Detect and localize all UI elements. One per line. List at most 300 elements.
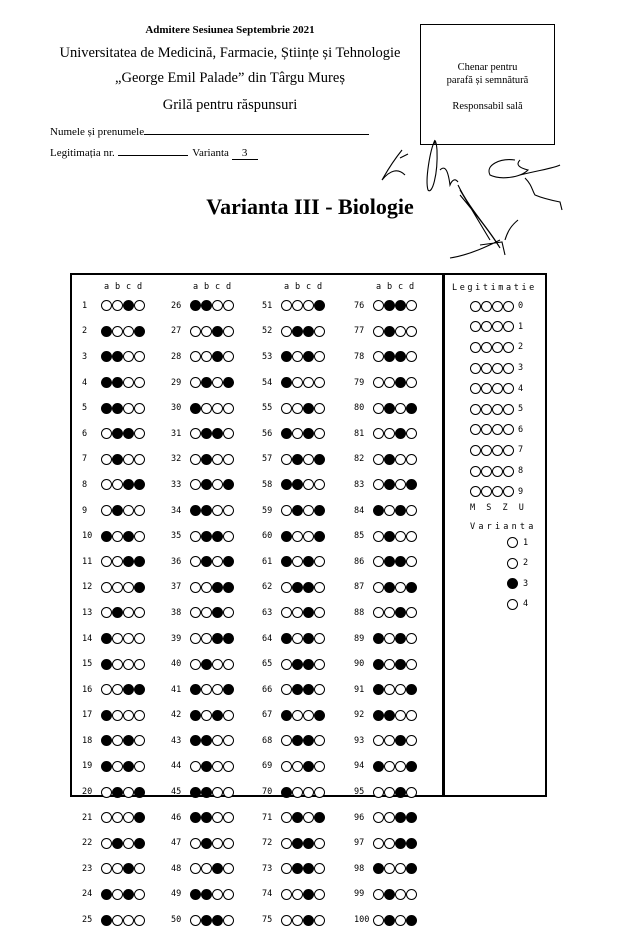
answer-bubble-b[interactable] [201, 889, 212, 900]
legitimatie-bubble[interactable] [492, 383, 503, 394]
answer-bubble-b[interactable] [201, 710, 212, 721]
answer-bubble-b[interactable] [201, 505, 212, 516]
answer-bubble-b[interactable] [292, 915, 303, 926]
answer-bubble-a[interactable] [281, 403, 292, 414]
answer-bubble-c[interactable] [395, 659, 406, 670]
answer-bubble-a[interactable] [101, 812, 112, 823]
answer-bubble-c[interactable] [303, 454, 314, 465]
variant-bubble[interactable] [507, 558, 518, 569]
legitimatie-bubble[interactable] [470, 466, 481, 477]
answer-bubble-a[interactable] [101, 403, 112, 414]
answer-bubble-a[interactable] [373, 582, 384, 593]
answer-bubble-a[interactable] [190, 761, 201, 772]
answer-bubble-d[interactable] [223, 505, 234, 516]
answer-bubble-a[interactable] [281, 812, 292, 823]
answer-bubble-a[interactable] [101, 735, 112, 746]
answer-bubble-c[interactable] [303, 479, 314, 490]
variant-option[interactable] [507, 558, 528, 569]
answer-bubble-b[interactable] [292, 531, 303, 542]
answer-bubble-d[interactable] [223, 659, 234, 670]
answer-bubble-c[interactable] [123, 351, 134, 362]
answer-bubble-b[interactable] [112, 479, 123, 490]
answer-bubble-d[interactable] [134, 684, 145, 695]
answer-bubble-b[interactable] [112, 863, 123, 874]
answer-bubble-d[interactable] [314, 710, 325, 721]
answer-bubble-a[interactable] [373, 454, 384, 465]
answer-bubble-a[interactable] [281, 582, 292, 593]
answer-bubble-c[interactable] [303, 531, 314, 542]
answer-bubble-a[interactable] [281, 326, 292, 337]
answer-bubble-b[interactable] [384, 428, 395, 439]
answer-bubble-c[interactable] [395, 556, 406, 567]
answer-bubble-b[interactable] [112, 377, 123, 388]
answer-bubble-c[interactable] [123, 787, 134, 798]
answer-bubble-d[interactable] [314, 812, 325, 823]
answer-bubble-a[interactable] [281, 863, 292, 874]
answer-bubble-a[interactable] [373, 326, 384, 337]
answer-bubble-b[interactable] [112, 633, 123, 644]
answer-bubble-a[interactable] [281, 531, 292, 542]
answer-bubble-a[interactable] [190, 633, 201, 644]
answer-bubble-b[interactable] [112, 735, 123, 746]
answer-bubble-c[interactable] [212, 300, 223, 311]
answer-bubble-c[interactable] [123, 377, 134, 388]
answer-bubble-b[interactable] [292, 428, 303, 439]
answer-bubble-a[interactable] [101, 838, 112, 849]
legitimatie-bubble[interactable] [481, 301, 492, 312]
answer-bubble-a[interactable] [190, 351, 201, 362]
answer-bubble-b[interactable] [112, 889, 123, 900]
answer-bubble-c[interactable] [212, 326, 223, 337]
legitimatie-bubble[interactable] [492, 466, 503, 477]
answer-bubble-d[interactable] [314, 479, 325, 490]
answer-bubble-c[interactable] [123, 607, 134, 618]
answer-bubble-a[interactable] [190, 505, 201, 516]
answer-bubble-b[interactable] [292, 863, 303, 874]
answer-bubble-b[interactable] [384, 607, 395, 618]
legitimatie-bubble[interactable] [481, 466, 492, 477]
answer-bubble-d[interactable] [223, 377, 234, 388]
answer-bubble-c[interactable] [123, 403, 134, 414]
answer-bubble-a[interactable] [281, 633, 292, 644]
answer-bubble-a[interactable] [373, 300, 384, 311]
answer-bubble-c[interactable] [395, 479, 406, 490]
answer-bubble-c[interactable] [395, 684, 406, 695]
answer-bubble-b[interactable] [201, 582, 212, 593]
answer-bubble-c[interactable] [395, 505, 406, 516]
legitimatie-bubble[interactable] [470, 424, 481, 435]
answer-bubble-a[interactable] [373, 377, 384, 388]
answer-bubble-c[interactable] [303, 300, 314, 311]
answer-bubble-c[interactable] [395, 531, 406, 542]
answer-bubble-a[interactable] [101, 531, 112, 542]
answer-bubble-c[interactable] [395, 300, 406, 311]
answer-bubble-b[interactable] [384, 454, 395, 465]
answer-bubble-b[interactable] [292, 403, 303, 414]
answer-bubble-d[interactable] [406, 582, 417, 593]
answer-bubble-b[interactable] [201, 761, 212, 772]
answer-bubble-a[interactable] [101, 684, 112, 695]
answer-bubble-d[interactable] [406, 761, 417, 772]
answer-bubble-d[interactable] [314, 838, 325, 849]
answer-bubble-d[interactable] [134, 505, 145, 516]
variant-field[interactable]: 3 [232, 148, 258, 160]
answer-bubble-a[interactable] [281, 351, 292, 362]
answer-bubble-a[interactable] [190, 863, 201, 874]
answer-bubble-c[interactable] [212, 377, 223, 388]
answer-bubble-c[interactable] [212, 838, 223, 849]
answer-bubble-b[interactable] [384, 582, 395, 593]
answer-bubble-a[interactable] [281, 838, 292, 849]
answer-bubble-d[interactable] [134, 300, 145, 311]
answer-bubble-d[interactable] [223, 556, 234, 567]
legitimatie-bubble[interactable] [481, 404, 492, 415]
answer-bubble-d[interactable] [314, 428, 325, 439]
answer-bubble-c[interactable] [303, 812, 314, 823]
answer-bubble-d[interactable] [406, 454, 417, 465]
answer-bubble-c[interactable] [395, 710, 406, 721]
legitimatie-bubble[interactable] [503, 445, 514, 456]
answer-bubble-c[interactable] [212, 863, 223, 874]
variant-bubble[interactable] [507, 537, 518, 548]
answer-bubble-a[interactable] [101, 479, 112, 490]
answer-bubble-c[interactable] [395, 326, 406, 337]
answer-bubble-b[interactable] [112, 915, 123, 926]
answer-bubble-d[interactable] [406, 556, 417, 567]
answer-bubble-d[interactable] [134, 761, 145, 772]
answer-bubble-b[interactable] [112, 607, 123, 618]
answer-bubble-a[interactable] [281, 915, 292, 926]
answer-bubble-b[interactable] [201, 326, 212, 337]
answer-bubble-d[interactable] [134, 812, 145, 823]
answer-bubble-d[interactable] [406, 479, 417, 490]
answer-bubble-c[interactable] [395, 377, 406, 388]
answer-bubble-b[interactable] [292, 607, 303, 618]
answer-bubble-b[interactable] [384, 505, 395, 516]
answer-bubble-a[interactable] [190, 403, 201, 414]
answer-bubble-a[interactable] [281, 377, 292, 388]
answer-bubble-a[interactable] [190, 710, 201, 721]
answer-bubble-b[interactable] [384, 659, 395, 670]
variant-option[interactable] [507, 578, 528, 589]
legitimatie-bubble[interactable] [470, 486, 481, 497]
answer-bubble-d[interactable] [314, 863, 325, 874]
answer-bubble-c[interactable] [303, 607, 314, 618]
answer-bubble-d[interactable] [406, 915, 417, 926]
answer-bubble-b[interactable] [292, 761, 303, 772]
answer-bubble-b[interactable] [112, 531, 123, 542]
answer-bubble-c[interactable] [123, 428, 134, 439]
answer-bubble-d[interactable] [134, 377, 145, 388]
answer-bubble-d[interactable] [314, 505, 325, 516]
answer-bubble-c[interactable] [212, 531, 223, 542]
answer-bubble-a[interactable] [373, 812, 384, 823]
answer-bubble-b[interactable] [112, 838, 123, 849]
answer-bubble-d[interactable] [223, 838, 234, 849]
legitimatie-bubble[interactable] [470, 342, 481, 353]
answer-bubble-d[interactable] [406, 531, 417, 542]
answer-bubble-d[interactable] [134, 710, 145, 721]
answer-bubble-b[interactable] [384, 761, 395, 772]
answer-bubble-b[interactable] [112, 710, 123, 721]
answer-bubble-d[interactable] [314, 326, 325, 337]
answer-bubble-b[interactable] [201, 812, 212, 823]
answer-bubble-c[interactable] [303, 403, 314, 414]
answer-bubble-a[interactable] [373, 735, 384, 746]
legitimatie-bubble[interactable] [503, 466, 514, 477]
answer-bubble-d[interactable] [134, 838, 145, 849]
answer-bubble-c[interactable] [395, 428, 406, 439]
answer-bubble-a[interactable] [373, 710, 384, 721]
answer-bubble-c[interactable] [123, 659, 134, 670]
legitimatie-bubble[interactable] [492, 342, 503, 353]
answer-bubble-b[interactable] [384, 326, 395, 337]
legitimatie-bubble[interactable] [492, 486, 503, 497]
answer-bubble-d[interactable] [314, 351, 325, 362]
legitimatie-bubble[interactable] [481, 445, 492, 456]
answer-bubble-b[interactable] [201, 377, 212, 388]
answer-bubble-a[interactable] [101, 659, 112, 670]
answer-bubble-a[interactable] [373, 351, 384, 362]
answer-bubble-b[interactable] [292, 838, 303, 849]
answer-bubble-b[interactable] [384, 735, 395, 746]
answer-bubble-c[interactable] [123, 326, 134, 337]
answer-bubble-b[interactable] [384, 556, 395, 567]
answer-bubble-d[interactable] [223, 351, 234, 362]
answer-bubble-c[interactable] [395, 735, 406, 746]
answer-bubble-a[interactable] [190, 684, 201, 695]
answer-bubble-a[interactable] [190, 300, 201, 311]
answer-bubble-d[interactable] [223, 403, 234, 414]
answer-bubble-d[interactable] [314, 787, 325, 798]
answer-bubble-a[interactable] [373, 531, 384, 542]
answer-bubble-a[interactable] [190, 531, 201, 542]
answer-bubble-b[interactable] [201, 684, 212, 695]
answer-bubble-a[interactable] [101, 351, 112, 362]
answer-bubble-c[interactable] [395, 863, 406, 874]
legitimatie-bubble[interactable] [470, 383, 481, 394]
answer-bubble-a[interactable] [281, 710, 292, 721]
answer-bubble-a[interactable] [281, 787, 292, 798]
answer-bubble-b[interactable] [292, 326, 303, 337]
answer-bubble-d[interactable] [314, 454, 325, 465]
answer-bubble-b[interactable] [201, 787, 212, 798]
legitimatie-bubble[interactable] [470, 301, 481, 312]
answer-bubble-a[interactable] [373, 479, 384, 490]
legitimatie-bubble[interactable] [503, 363, 514, 374]
answer-bubble-d[interactable] [406, 710, 417, 721]
answer-bubble-c[interactable] [212, 633, 223, 644]
answer-bubble-d[interactable] [223, 428, 234, 439]
answer-bubble-a[interactable] [373, 863, 384, 874]
answer-bubble-c[interactable] [212, 351, 223, 362]
answer-bubble-d[interactable] [406, 505, 417, 516]
answer-bubble-d[interactable] [314, 761, 325, 772]
answer-bubble-c[interactable] [212, 735, 223, 746]
answer-bubble-a[interactable] [101, 889, 112, 900]
answer-bubble-c[interactable] [212, 812, 223, 823]
answer-bubble-c[interactable] [123, 300, 134, 311]
answer-bubble-c[interactable] [303, 838, 314, 849]
legitimatie-bubble[interactable] [470, 404, 481, 415]
legitimatie-bubble[interactable] [503, 404, 514, 415]
answer-bubble-d[interactable] [134, 582, 145, 593]
answer-bubble-b[interactable] [384, 812, 395, 823]
answer-bubble-d[interactable] [314, 377, 325, 388]
answer-bubble-c[interactable] [212, 659, 223, 670]
answer-bubble-d[interactable] [134, 889, 145, 900]
name-field[interactable] [144, 123, 369, 135]
answer-bubble-c[interactable] [395, 889, 406, 900]
answer-bubble-b[interactable] [384, 863, 395, 874]
answer-bubble-a[interactable] [101, 607, 112, 618]
answer-bubble-d[interactable] [134, 735, 145, 746]
answer-bubble-c[interactable] [303, 735, 314, 746]
answer-bubble-d[interactable] [134, 659, 145, 670]
legitimatie-bubble[interactable] [470, 321, 481, 332]
answer-bubble-b[interactable] [112, 761, 123, 772]
answer-bubble-d[interactable] [406, 607, 417, 618]
answer-bubble-d[interactable] [406, 633, 417, 644]
answer-bubble-b[interactable] [201, 351, 212, 362]
legitimatie-bubble[interactable] [492, 404, 503, 415]
answer-bubble-d[interactable] [223, 684, 234, 695]
answer-bubble-d[interactable] [314, 300, 325, 311]
answer-bubble-a[interactable] [373, 633, 384, 644]
answer-bubble-d[interactable] [223, 582, 234, 593]
answer-bubble-c[interactable] [212, 556, 223, 567]
answer-bubble-c[interactable] [123, 479, 134, 490]
legitimatie-bubble[interactable] [503, 321, 514, 332]
answer-bubble-b[interactable] [292, 351, 303, 362]
answer-bubble-b[interactable] [112, 428, 123, 439]
answer-bubble-d[interactable] [406, 428, 417, 439]
answer-bubble-c[interactable] [123, 531, 134, 542]
answer-bubble-a[interactable] [190, 556, 201, 567]
answer-bubble-a[interactable] [281, 607, 292, 618]
answer-bubble-d[interactable] [223, 326, 234, 337]
answer-bubble-c[interactable] [303, 428, 314, 439]
answer-bubble-d[interactable] [406, 684, 417, 695]
answer-bubble-c[interactable] [123, 556, 134, 567]
answer-bubble-d[interactable] [406, 735, 417, 746]
answer-bubble-c[interactable] [123, 915, 134, 926]
answer-bubble-b[interactable] [384, 710, 395, 721]
answer-bubble-b[interactable] [112, 326, 123, 337]
answer-bubble-c[interactable] [395, 351, 406, 362]
answer-bubble-d[interactable] [406, 863, 417, 874]
answer-bubble-d[interactable] [134, 326, 145, 337]
answer-bubble-b[interactable] [112, 582, 123, 593]
answer-bubble-a[interactable] [101, 505, 112, 516]
answer-bubble-b[interactable] [201, 735, 212, 746]
answer-bubble-b[interactable] [292, 582, 303, 593]
answer-bubble-c[interactable] [303, 889, 314, 900]
answer-bubble-a[interactable] [281, 479, 292, 490]
answer-bubble-c[interactable] [123, 633, 134, 644]
answer-bubble-b[interactable] [112, 787, 123, 798]
answer-bubble-d[interactable] [134, 531, 145, 542]
answer-bubble-a[interactable] [373, 684, 384, 695]
answer-bubble-c[interactable] [123, 838, 134, 849]
answer-bubble-a[interactable] [190, 607, 201, 618]
answer-bubble-d[interactable] [134, 351, 145, 362]
answer-bubble-c[interactable] [212, 889, 223, 900]
answer-bubble-c[interactable] [212, 403, 223, 414]
answer-bubble-c[interactable] [303, 710, 314, 721]
answer-bubble-d[interactable] [406, 838, 417, 849]
answer-bubble-d[interactable] [406, 403, 417, 414]
answer-bubble-c[interactable] [212, 915, 223, 926]
answer-bubble-d[interactable] [134, 428, 145, 439]
answer-bubble-d[interactable] [406, 812, 417, 823]
answer-bubble-d[interactable] [406, 326, 417, 337]
answer-bubble-a[interactable] [101, 761, 112, 772]
answer-bubble-b[interactable] [384, 377, 395, 388]
answer-bubble-a[interactable] [190, 787, 201, 798]
answer-bubble-d[interactable] [223, 633, 234, 644]
answer-bubble-d[interactable] [406, 377, 417, 388]
answer-bubble-b[interactable] [112, 556, 123, 567]
answer-bubble-a[interactable] [373, 787, 384, 798]
answer-bubble-c[interactable] [303, 684, 314, 695]
answer-bubble-b[interactable] [384, 531, 395, 542]
legitimatie-bubble[interactable] [492, 363, 503, 374]
answer-bubble-c[interactable] [123, 684, 134, 695]
answer-bubble-d[interactable] [134, 787, 145, 798]
answer-bubble-b[interactable] [201, 300, 212, 311]
answer-bubble-c[interactable] [303, 787, 314, 798]
answer-bubble-d[interactable] [134, 556, 145, 567]
answer-bubble-b[interactable] [384, 889, 395, 900]
answer-bubble-a[interactable] [101, 556, 112, 567]
answer-bubble-c[interactable] [395, 812, 406, 823]
answer-bubble-b[interactable] [112, 351, 123, 362]
answer-bubble-c[interactable] [123, 735, 134, 746]
answer-bubble-d[interactable] [406, 300, 417, 311]
answer-bubble-d[interactable] [134, 633, 145, 644]
answer-bubble-d[interactable] [223, 710, 234, 721]
answer-bubble-b[interactable] [112, 812, 123, 823]
answer-bubble-d[interactable] [134, 607, 145, 618]
legitimatie-bubble[interactable] [503, 383, 514, 394]
answer-bubble-c[interactable] [395, 915, 406, 926]
answer-bubble-a[interactable] [190, 326, 201, 337]
answer-bubble-a[interactable] [101, 582, 112, 593]
answer-bubble-a[interactable] [101, 710, 112, 721]
answer-bubble-d[interactable] [134, 863, 145, 874]
answer-bubble-c[interactable] [395, 787, 406, 798]
answer-bubble-a[interactable] [190, 889, 201, 900]
answer-bubble-a[interactable] [101, 454, 112, 465]
answer-bubble-b[interactable] [112, 505, 123, 516]
answer-bubble-a[interactable] [373, 915, 384, 926]
answer-bubble-b[interactable] [292, 479, 303, 490]
answer-bubble-c[interactable] [303, 863, 314, 874]
answer-bubble-c[interactable] [212, 761, 223, 772]
answer-bubble-d[interactable] [314, 556, 325, 567]
answer-bubble-d[interactable] [134, 403, 145, 414]
answer-bubble-b[interactable] [292, 710, 303, 721]
answer-bubble-c[interactable] [212, 684, 223, 695]
answer-bubble-a[interactable] [281, 659, 292, 670]
id-field[interactable] [118, 144, 188, 156]
answer-bubble-c[interactable] [212, 479, 223, 490]
legitimatie-bubble[interactable] [503, 486, 514, 497]
answer-bubble-a[interactable] [190, 838, 201, 849]
answer-bubble-d[interactable] [406, 351, 417, 362]
answer-bubble-a[interactable] [101, 633, 112, 644]
